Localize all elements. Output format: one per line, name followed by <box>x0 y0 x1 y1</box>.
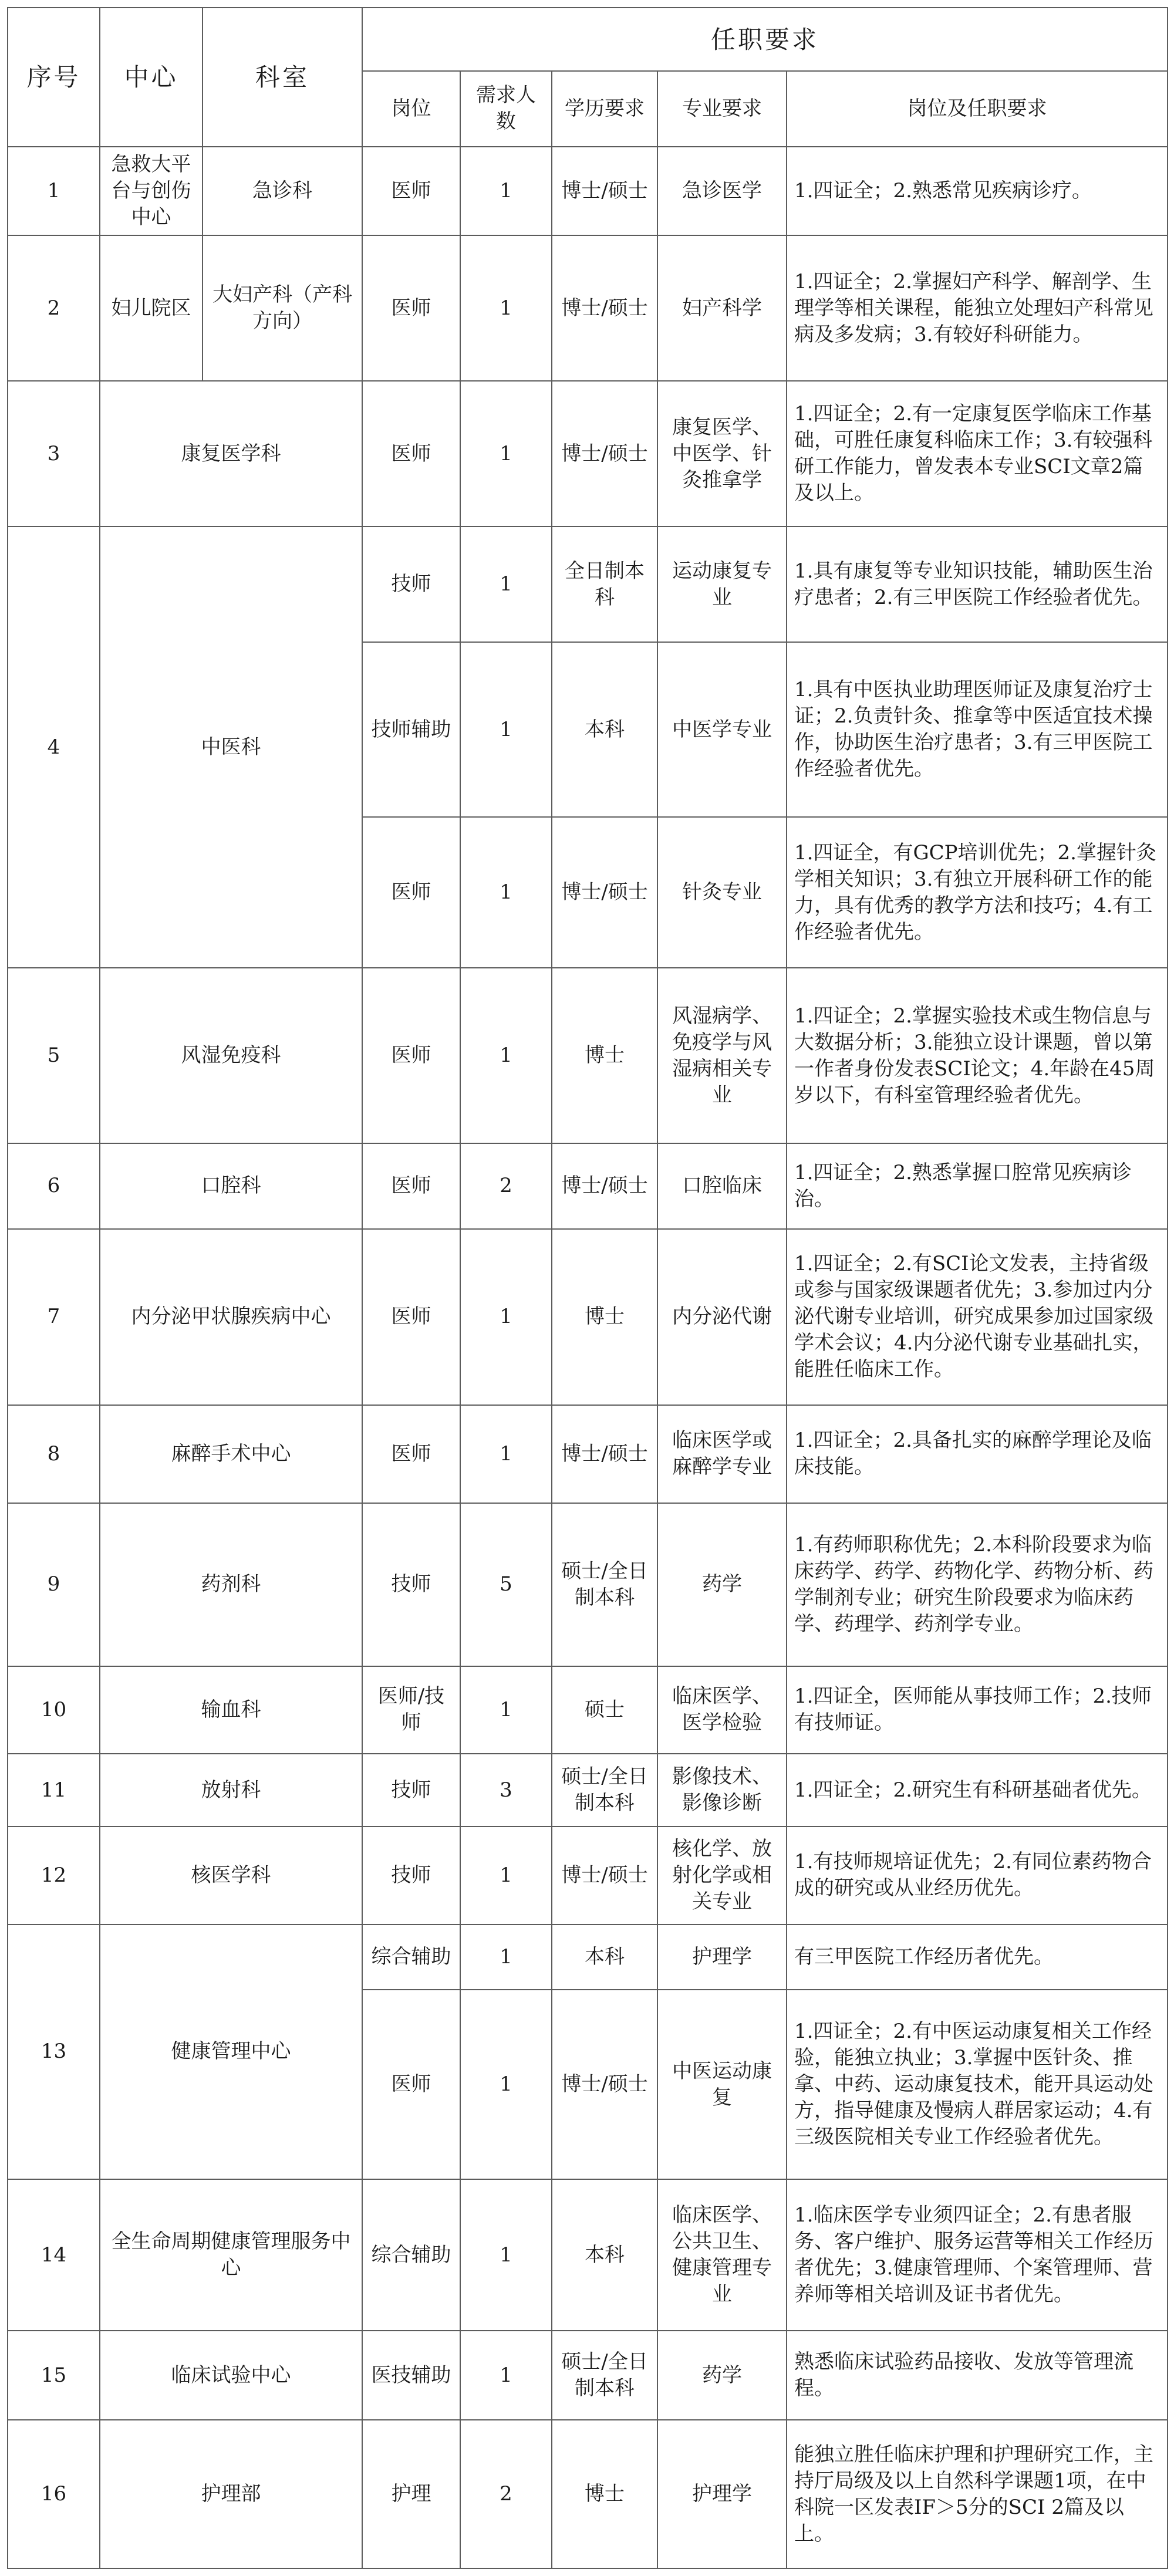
cell-major: 临床医学或麻醉学专业 <box>657 1405 787 1503</box>
cell-req: 1.四证全；2.有一定康复医学临床工作基础，可胜任康复科临床工作；3.有较强科研工作能力，曾发表本专业SCI文章2篇及以上。 <box>787 381 1168 526</box>
cell-req: 能独立胜任临床护理和护理研究工作，主持厅局级及以上自然科学课题1项，在中科院一区发表IF＞5分的SCI 2篇及以上。 <box>787 2420 1168 2568</box>
cell-major: 药学 <box>657 1503 787 1666</box>
cell-count: 1 <box>460 1827 552 1925</box>
cell-count: 1 <box>460 642 552 817</box>
cell-post: 技师 <box>362 1754 460 1826</box>
cell-dept: 风湿免疫科 <box>100 968 362 1143</box>
cell-req: 1.四证全；2.掌握妇产科学、解剖学、生理学等相关课程，能独立处理妇产科常见病及多发病；3.有较好科研能力。 <box>787 235 1168 381</box>
cell-major: 针灸专业 <box>657 817 787 968</box>
cell-seq: 8 <box>8 1405 100 1503</box>
cell-post: 技师 <box>362 1827 460 1925</box>
table-row <box>8 1229 1168 1405</box>
cell-major: 急诊医学 <box>657 147 787 236</box>
cell-dept: 康复医学科 <box>100 381 362 526</box>
cell-major: 药学 <box>657 2331 787 2420</box>
cell-post: 医师 <box>362 1405 460 1503</box>
cell-dept: 核医学科 <box>100 1827 362 1925</box>
header-center: 中心 <box>100 8 203 147</box>
cell-dept: 护理部 <box>100 2420 362 2568</box>
header-edu: 学历要求 <box>552 71 657 146</box>
cell-dept: 急诊科 <box>203 147 362 236</box>
cell-seq: 13 <box>8 1925 100 2180</box>
cell-seq: 14 <box>8 2179 100 2331</box>
table-row <box>8 381 1168 526</box>
header-count: 需求人数 <box>460 71 552 146</box>
cell-post: 护理 <box>362 2420 460 2568</box>
cell-post: 医师 <box>362 1229 460 1405</box>
table-row <box>8 2179 1168 2331</box>
table-row <box>8 1666 1168 1754</box>
table-row <box>8 2420 1168 2568</box>
cell-count: 5 <box>460 1503 552 1666</box>
cell-req: 1.四证全；2.有中医运动康复相关工作经验，能独立执业；3.掌握中医针灸、推拿、中药、运动康复技术，能开具运动处方，指导健康及慢病人群居家运动；4.有三级医院相关专业工作经验者优先。 <box>787 1990 1168 2180</box>
cell-req: 1.四证全，有GCP培训优先；2.掌握针灸学相关知识；3.有独立开展科研工作的能力，具有优秀的教学方法和技巧；4.有工作经验者优先。 <box>787 817 1168 968</box>
cell-edu: 博士/硕士 <box>552 147 657 236</box>
table-row <box>8 526 1168 642</box>
cell-major: 临床医学、医学检验 <box>657 1666 787 1754</box>
cell-req: 1.四证全；2.具备扎实的麻醉学理论及临床技能。 <box>787 1405 1168 1503</box>
cell-seq: 3 <box>8 381 100 526</box>
cell-dept: 内分泌甲状腺疾病中心 <box>100 1229 362 1405</box>
cell-count: 1 <box>460 2331 552 2420</box>
table-row <box>8 1503 1168 1666</box>
cell-dept: 口腔科 <box>100 1143 362 1230</box>
cell-req: 1.四证全；2.熟悉掌握口腔常见疾病诊治。 <box>787 1143 1168 1230</box>
cell-seq: 6 <box>8 1143 100 1230</box>
cell-post: 综合辅助 <box>362 1925 460 1990</box>
header-seq: 序号 <box>8 8 100 147</box>
cell-post: 医师 <box>362 817 460 968</box>
table-row <box>8 1143 1168 1230</box>
cell-dept: 麻醉手术中心 <box>100 1405 362 1503</box>
cell-major: 护理学 <box>657 1925 787 1990</box>
cell-edu: 博士/硕士 <box>552 1405 657 1503</box>
cell-edu: 硕士 <box>552 1666 657 1754</box>
cell-count: 1 <box>460 1666 552 1754</box>
cell-post: 医师/技师 <box>362 1666 460 1754</box>
cell-dept: 药剂科 <box>100 1503 362 1666</box>
cell-count: 3 <box>460 1754 552 1826</box>
cell-req: 1.具有康复等专业知识技能，辅助医生治疗患者；2.有三甲医院工作经验者优先。 <box>787 526 1168 642</box>
cell-edu: 硕士/全日制本科 <box>552 1754 657 1826</box>
cell-major: 运动康复专业 <box>657 526 787 642</box>
cell-count: 1 <box>460 235 552 381</box>
cell-dept: 中医科 <box>100 526 362 968</box>
cell-edu: 硕士/全日制本科 <box>552 1503 657 1666</box>
cell-count: 1 <box>460 968 552 1143</box>
cell-center: 妇儿院区 <box>100 235 203 381</box>
cell-count: 1 <box>460 381 552 526</box>
cell-seq: 2 <box>8 235 100 381</box>
header-row-top <box>8 8 1168 71</box>
cell-req: 1.四证全；2.掌握实验技术或生物信息与大数据分析；3.能独立设计课题，曾以第一作者身份发表SCI论文；4.年龄在45周岁以下，有科室管理经验者优先。 <box>787 968 1168 1143</box>
cell-edu: 博士/硕士 <box>552 1990 657 2180</box>
cell-post: 医师 <box>362 968 460 1143</box>
cell-post: 医师 <box>362 147 460 236</box>
cell-post: 医师 <box>362 1990 460 2180</box>
cell-edu: 全日制本科 <box>552 526 657 642</box>
cell-dept: 放射科 <box>100 1754 362 1826</box>
cell-count: 1 <box>460 817 552 968</box>
table-row <box>8 1754 1168 1826</box>
header-duty: 岗位及任职要求 <box>787 71 1168 146</box>
cell-dept: 临床试验中心 <box>100 2331 362 2420</box>
cell-edu: 博士/硕士 <box>552 381 657 526</box>
cell-count: 1 <box>460 526 552 642</box>
recruitment-table <box>7 7 1168 2569</box>
cell-major: 康复医学、中医学、针灸推拿学 <box>657 381 787 526</box>
cell-major: 影像技术、影像诊断 <box>657 1754 787 1826</box>
table-row <box>8 2331 1168 2420</box>
cell-seq: 12 <box>8 1827 100 1925</box>
cell-count: 1 <box>460 2179 552 2331</box>
cell-major: 内分泌代谢 <box>657 1229 787 1405</box>
cell-req: 1.四证全；2.有SCI论文发表，主持省级或参与国家级课题者优先；3.参加过内分泌代谢专业培训，研究成果参加过国家级学术会议；4.内分泌代谢专业基础扎实，能胜任临床工作。 <box>787 1229 1168 1405</box>
header-group: 任职要求 <box>362 8 1168 71</box>
table-row <box>8 1925 1168 1990</box>
cell-seq: 4 <box>8 526 100 968</box>
cell-seq: 7 <box>8 1229 100 1405</box>
cell-major: 临床医学、公共卫生、健康管理专业 <box>657 2179 787 2331</box>
cell-major: 妇产科学 <box>657 235 787 381</box>
header-major: 专业要求 <box>657 71 787 146</box>
cell-post: 医技辅助 <box>362 2331 460 2420</box>
cell-seq: 16 <box>8 2420 100 2568</box>
table-row <box>8 968 1168 1143</box>
cell-req: 熟悉临床试验药品接收、发放等管理流程。 <box>787 2331 1168 2420</box>
cell-post: 医师 <box>362 235 460 381</box>
cell-req: 1.临床医学专业须四证全；2.有患者服务、客户维护、服务运营等相关工作经历者优先；3.健康管理师、个案管理师、营养师等相关培训及证书者优先。 <box>787 2179 1168 2331</box>
cell-req: 1.四证全；2.熟悉常见疾病诊疗。 <box>787 147 1168 236</box>
cell-req: 有三甲医院工作经历者优先。 <box>787 1925 1168 1990</box>
cell-req: 1.四证全，医师能从事技师工作；2.技师有技师证。 <box>787 1666 1168 1754</box>
cell-edu: 博士 <box>552 1229 657 1405</box>
cell-edu: 博士/硕士 <box>552 1143 657 1230</box>
cell-dept: 输血科 <box>100 1666 362 1754</box>
header-post: 岗位 <box>362 71 460 146</box>
cell-dept: 大妇产科（产科方向） <box>203 235 362 381</box>
cell-count: 1 <box>460 147 552 236</box>
cell-count: 1 <box>460 1925 552 1990</box>
cell-dept: 全生命周期健康管理服务中心 <box>100 2179 362 2331</box>
cell-center: 急救大平台与创伤中心 <box>100 147 203 236</box>
cell-post: 医师 <box>362 381 460 526</box>
cell-edu: 本科 <box>552 2179 657 2331</box>
table-row <box>8 1405 1168 1503</box>
cell-post: 综合辅助 <box>362 2179 460 2331</box>
table-row <box>8 235 1168 381</box>
cell-major: 核化学、放射化学或相关专业 <box>657 1827 787 1925</box>
cell-post: 医师 <box>362 1143 460 1230</box>
cell-req: 1.四证全；2.研究生有科研基础者优先。 <box>787 1754 1168 1826</box>
cell-edu: 博士 <box>552 2420 657 2568</box>
cell-edu: 博士 <box>552 968 657 1143</box>
cell-req: 1.具有中医执业助理医师证及康复治疗士证；2.负责针灸、推拿等中医适宜技术操作，协助医生治疗患者；3.有三甲医院工作经验者优先。 <box>787 642 1168 817</box>
cell-count: 2 <box>460 2420 552 2568</box>
table-row <box>8 147 1168 236</box>
cell-post: 技师辅助 <box>362 642 460 817</box>
cell-major: 中医运动康复 <box>657 1990 787 2180</box>
cell-seq: 5 <box>8 968 100 1143</box>
cell-seq: 9 <box>8 1503 100 1666</box>
cell-major: 护理学 <box>657 2420 787 2568</box>
cell-seq: 15 <box>8 2331 100 2420</box>
cell-count: 1 <box>460 1405 552 1503</box>
cell-req: 1.有技师规培证优先；2.有同位素药物合成的研究或从业经历优先。 <box>787 1827 1168 1925</box>
cell-edu: 博士/硕士 <box>552 817 657 968</box>
cell-seq: 1 <box>8 147 100 236</box>
cell-edu: 硕士/全日制本科 <box>552 2331 657 2420</box>
cell-seq: 11 <box>8 1754 100 1826</box>
cell-major: 口腔临床 <box>657 1143 787 1230</box>
cell-dept: 健康管理中心 <box>100 1925 362 2180</box>
cell-edu: 博士/硕士 <box>552 1827 657 1925</box>
cell-post: 技师 <box>362 1503 460 1666</box>
table-row <box>8 1827 1168 1925</box>
cell-req: 1.有药师职称优先；2.本科阶段要求为临床药学、药学、药物化学、药物分析、药学制剂专业；研究生阶段要求为临床药学、药理学、药剂学专业。 <box>787 1503 1168 1666</box>
cell-major: 风湿病学、免疫学与风湿病相关专业 <box>657 968 787 1143</box>
cell-major: 中医学专业 <box>657 642 787 817</box>
cell-edu: 本科 <box>552 642 657 817</box>
cell-count: 1 <box>460 1229 552 1405</box>
cell-edu: 本科 <box>552 1925 657 1990</box>
cell-seq: 10 <box>8 1666 100 1754</box>
cell-count: 2 <box>460 1143 552 1230</box>
cell-edu: 博士/硕士 <box>552 235 657 381</box>
cell-post: 技师 <box>362 526 460 642</box>
header-dept: 科室 <box>203 8 362 147</box>
cell-count: 1 <box>460 1990 552 2180</box>
